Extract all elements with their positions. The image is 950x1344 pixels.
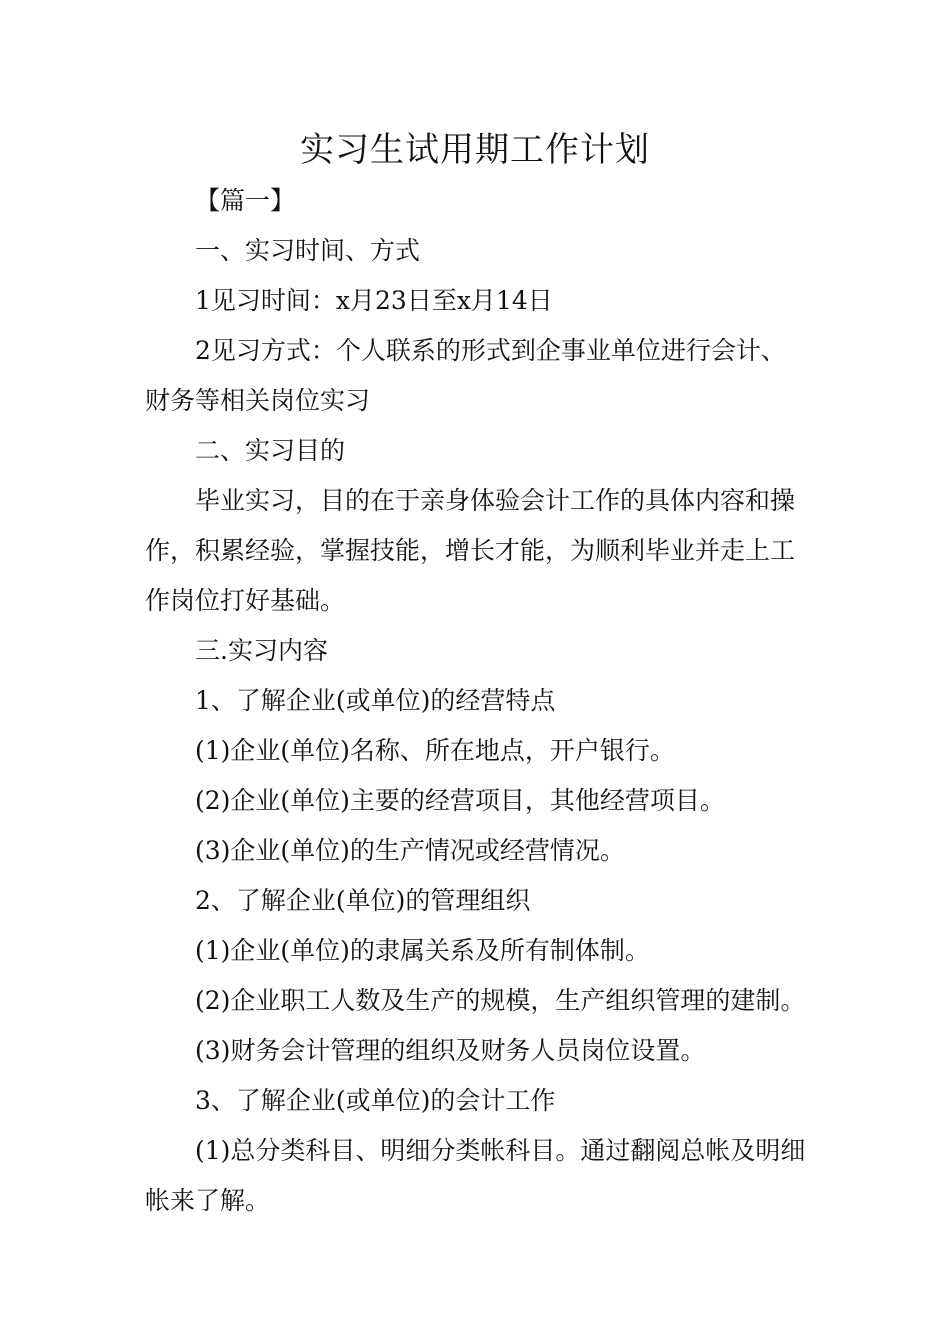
paragraph-purpose-description: 毕业实习，目的在于亲身体验会计工作的具体内容和操作，积累经验，掌握技能，增长才能，为顺利毕业并走上工作岗位打好基础。 (145, 486, 796, 615)
list-item: (2)企业职工人数及生产的规模，生产组织管理的建制。 (195, 986, 806, 1015)
list-item: (1)总分类科目、明细分类帐科目。通过翻阅总帐及明细帐来了解。 (145, 1136, 806, 1215)
list-item: (2)企业(单位)主要的经营项目，其他经营项目。 (195, 786, 725, 815)
section-heading-part-one: 【篇一】 (195, 186, 296, 215)
subheading-management-organization: 2、了解企业(单位)的管理组织 (195, 886, 531, 915)
document-title: 实习生试用期工作计划 (300, 130, 650, 170)
paragraph-observation-time: 1见习时间：x月23日至x月14日 (195, 286, 553, 315)
list-item: (1)企业(单位)的隶属关系及所有制体制。 (195, 936, 650, 965)
list-item: (3)企业(单位)的生产情况或经营情况。 (195, 836, 625, 865)
list-item: (3)财务会计管理的组织及财务人员岗位设置。 (195, 1036, 706, 1065)
paragraph-observation-method: 2见习方式：个人联系的形式到企事业单位进行会计、财务等相关岗位实习 (145, 336, 786, 415)
heading-internship-content: 三.实习内容 (195, 636, 328, 665)
heading-internship-purpose: 二、实习目的 (195, 436, 346, 465)
subheading-accounting-work: 3、了解企业(或单位)的会计工作 (195, 1086, 556, 1115)
heading-internship-time-method: 一、实习时间、方式 (195, 236, 421, 265)
document-body (145, 176, 810, 1226)
list-item: (1)企业(单位)名称、所在地点，开户银行。 (195, 736, 675, 765)
subheading-business-features: 1、了解企业(或单位)的经营特点 (195, 686, 556, 715)
